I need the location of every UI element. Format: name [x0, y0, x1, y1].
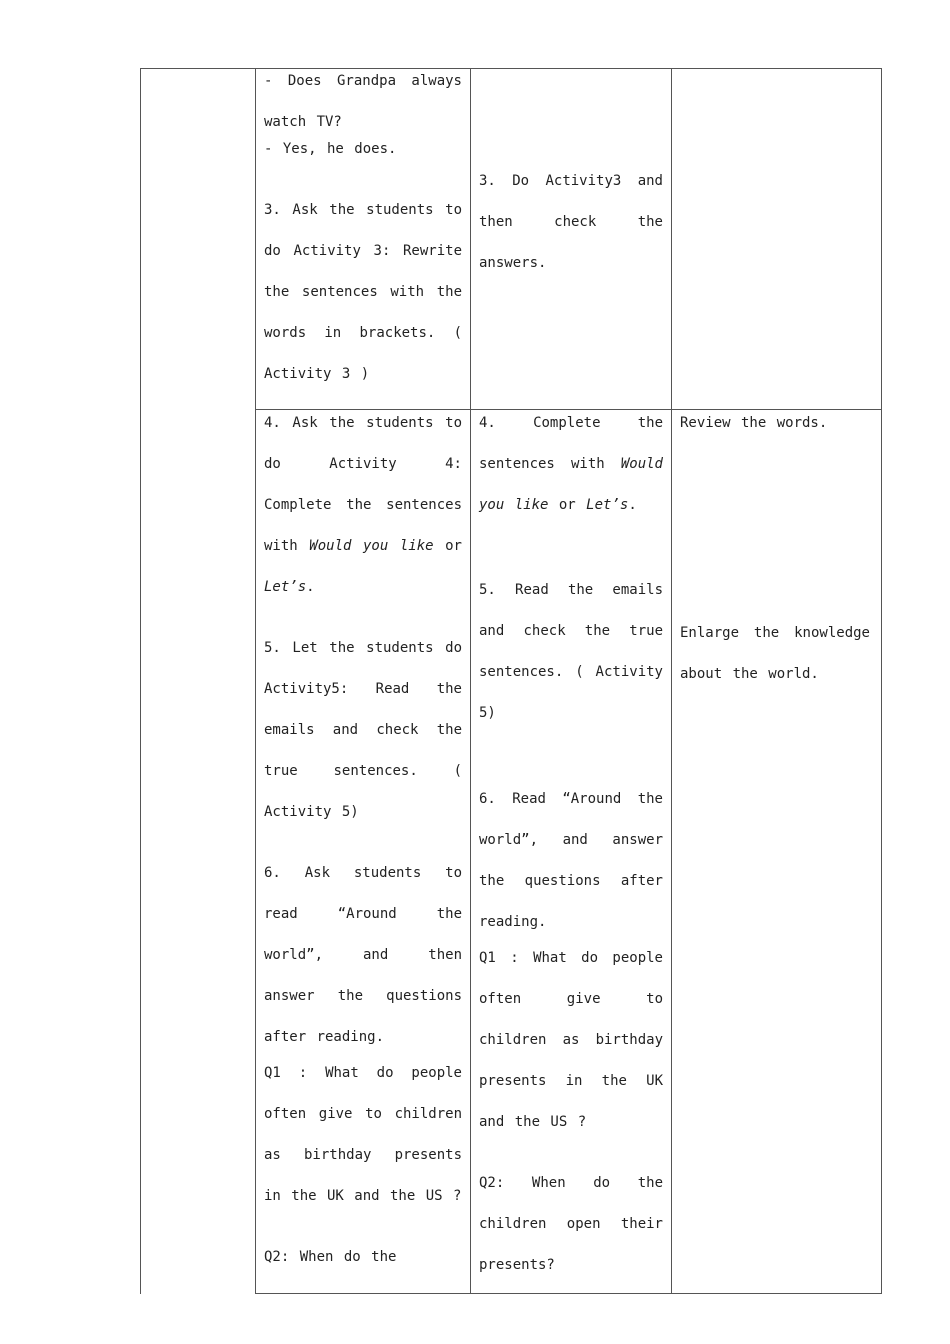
row2-student-cell: [479, 403, 663, 1286]
row1-student-cell: [479, 161, 663, 284]
teacher-question-1: Q1 : What do people often give to children as birthday presents in the UK and the US ?: [264, 1065, 462, 1204]
row2-purpose-cell: [680, 403, 870, 695]
table-divider-2: [470, 68, 471, 1294]
table-border-left: [140, 68, 141, 1294]
student-step-4-end: .: [628, 497, 637, 513]
dialogue-answer: - Yes, he does.: [264, 141, 397, 157]
teacher-step-4-phrase-2: Let’s: [264, 579, 307, 595]
teacher-step-5: 5. Let the students do Activity5: Read the emails and check the true sentences. ( Activity 5): [264, 640, 462, 820]
teacher-question-2: Q2: When do the: [264, 1249, 397, 1265]
student-question-2: Q2: When do the children open their presents?: [479, 1175, 663, 1273]
teacher-step-4: [264, 403, 462, 608]
teacher-step-4-text: 4. Ask the students to do Activity 4: Complete the sentences with: [264, 415, 462, 554]
teacher-step-4-phrase-1: Would you like: [309, 538, 434, 554]
purpose-review: Review the words.: [680, 415, 828, 431]
student-step-6: 6. Read “Around the world”, and answer the questions after reading.: [479, 791, 663, 930]
table-border-top: [140, 68, 882, 69]
purpose-enlarge: Enlarge the knowledge about the world.: [680, 625, 870, 682]
student-step-4-phrase-1: Would you like: [479, 456, 663, 513]
student-step-3: 3. Do Activity3 and then check the answers.: [479, 173, 663, 271]
table-divider-3: [671, 68, 672, 1294]
student-step-4-text: 4. Complete the sentences with: [479, 415, 663, 472]
row1-teacher-cell: [264, 61, 462, 395]
teacher-step-6: 6. Ask students to read “Around the world”, and then answer the questions after reading.: [264, 865, 462, 1045]
student-step-5: 5. Read the emails and check the true sentences. ( Activity 5): [479, 582, 663, 721]
dialogue-question: - Does Grandpa always watch TV?: [264, 73, 462, 130]
table-divider-1: [255, 68, 256, 1294]
student-step-4-phrase-2: Let’s: [586, 497, 629, 513]
teacher-step-4-or: or: [433, 538, 462, 554]
student-step-4-or: or: [548, 497, 587, 513]
teacher-step-3: 3. Ask the students to do Activity 3: Rewrite the sentences with the words in brackets. ( Activity 3 ): [264, 202, 462, 382]
student-step-4: [479, 403, 663, 526]
student-question-1: Q1 : What do people often give to children as birthday presents in the UK and the US ?: [479, 950, 663, 1130]
table-border-right: [881, 68, 882, 1294]
row2-teacher-cell: [264, 403, 462, 1278]
table-border-bottom: [255, 1293, 882, 1294]
teacher-step-4-end: .: [306, 579, 315, 595]
